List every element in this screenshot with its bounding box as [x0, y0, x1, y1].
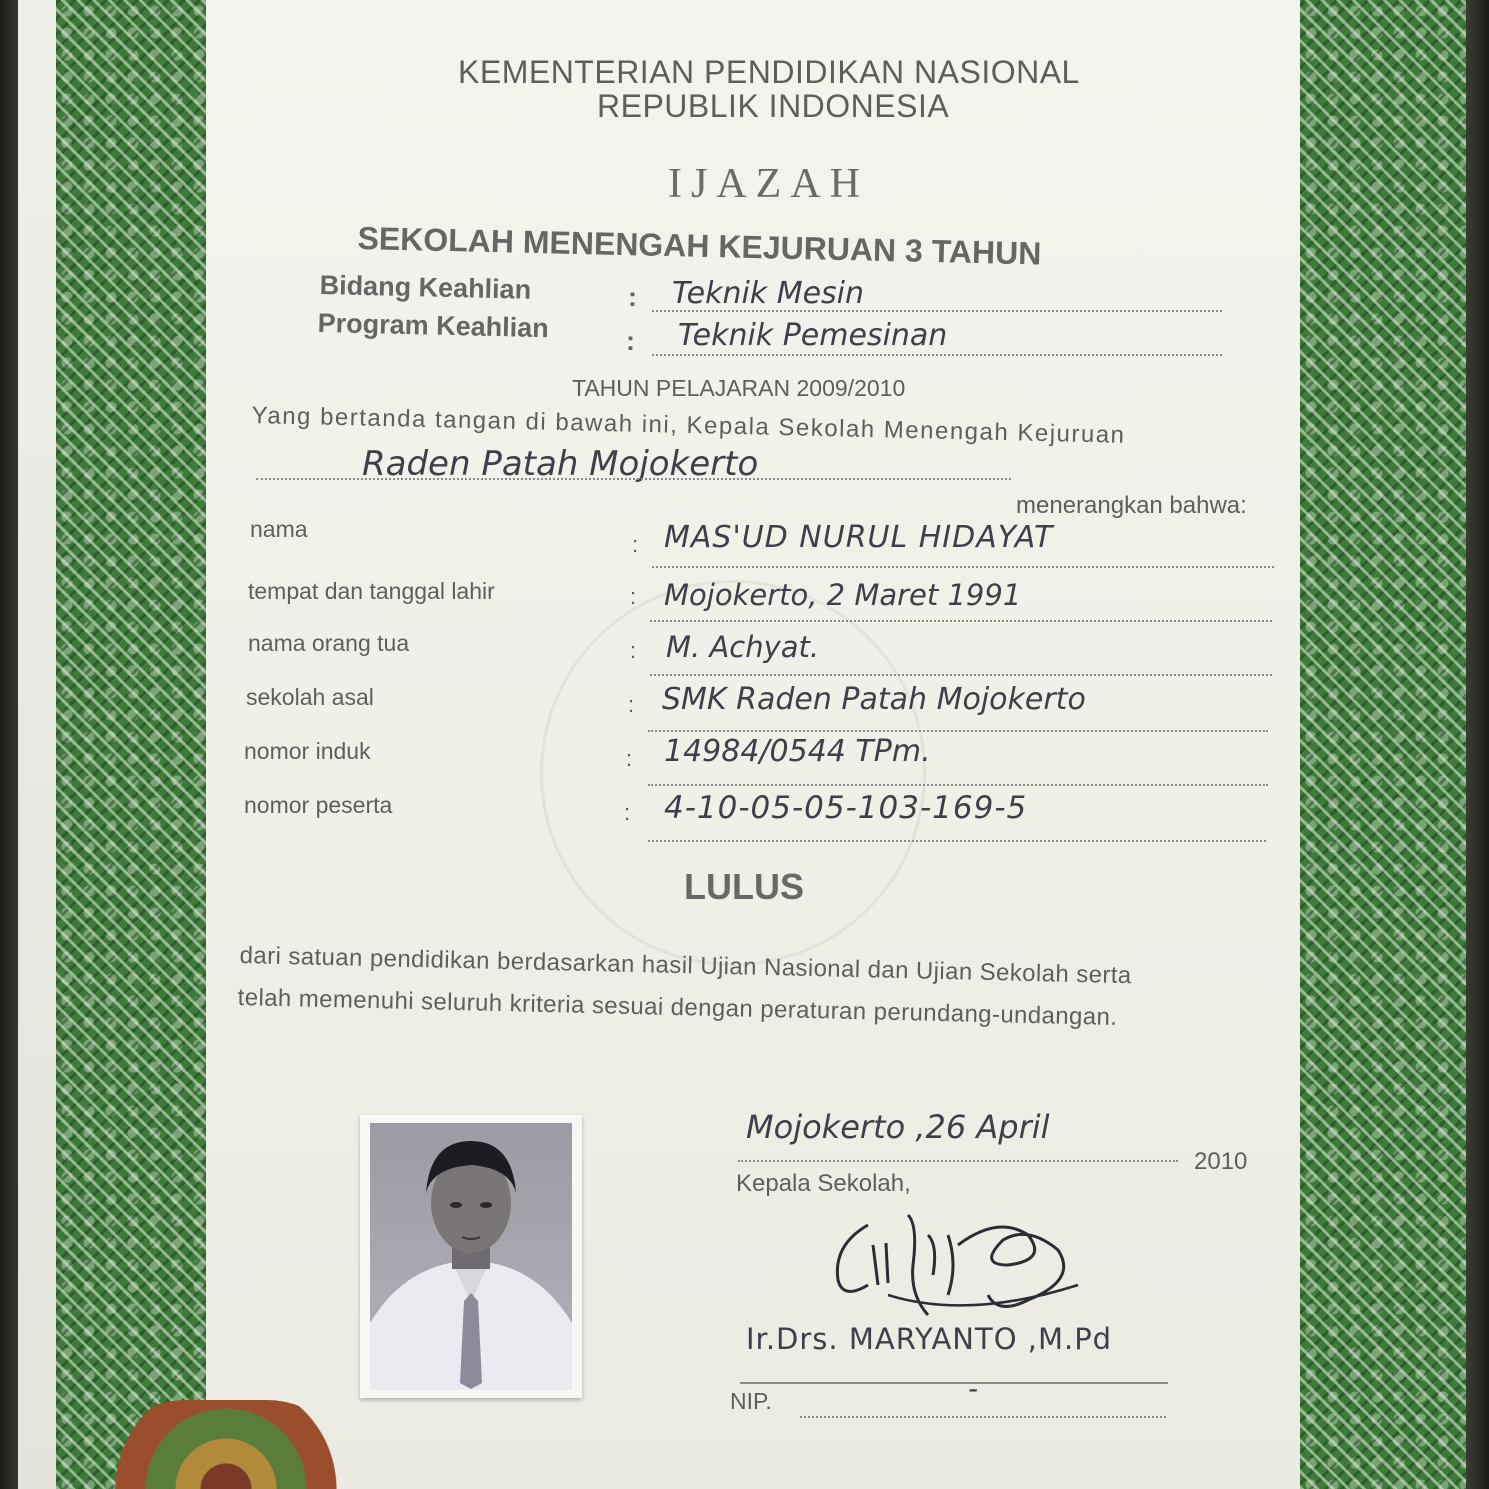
student-portrait	[370, 1123, 572, 1390]
signing-year: 2010	[1194, 1148, 1248, 1175]
school-type-title: SEKOLAH MENENGAH KEJURUAN 3 TAHUN	[357, 220, 1042, 272]
intro-line-end: menerangkan bahwa:	[1016, 492, 1247, 519]
asal-value: SMK Raden Patah Mojokerto	[662, 682, 1086, 717]
nip-label: NIP.	[730, 1388, 772, 1414]
nip-value: -	[968, 1372, 979, 1405]
ttl-colon: :	[630, 584, 637, 609]
peserta-underline	[648, 840, 1266, 842]
school-name-underline	[256, 478, 1011, 480]
induk-colon: :	[626, 746, 633, 771]
peserta-value: 4-10-05-05-103-169-5	[664, 790, 1028, 826]
document-title: IJAZAH	[668, 161, 869, 207]
nip-underline	[800, 1416, 1166, 1418]
statement-line-1: dari satuan pendidikan berdasarkan hasil Ujian Nasional dan Ujian Sekolah serta	[239, 942, 1132, 990]
ttl-underline	[650, 620, 1272, 622]
result-lulus: LULUS	[684, 866, 804, 907]
bidang-value: Teknik Mesin	[672, 276, 865, 311]
asal-label: sekolah asal	[246, 684, 374, 710]
place-date-value: Mojokerto ,26 April	[746, 1108, 1050, 1146]
background-right	[1466, 0, 1489, 1489]
induk-underline	[648, 784, 1268, 786]
asal-colon: :	[628, 692, 635, 717]
induk-label: nomor induk	[244, 738, 371, 764]
student-photo	[360, 1115, 582, 1398]
asal-underline	[648, 730, 1268, 732]
ministry-title: KEMENTERIAN PENDIDIKAN NASIONAL	[458, 54, 1080, 90]
ortu-label: nama orang tua	[248, 630, 410, 656]
program-label: Program Keahlian	[317, 308, 550, 344]
program-colon: :	[626, 326, 635, 356]
nama-value: MAS'UD NURUL HIDAYAT	[664, 520, 1054, 555]
induk-value: 14984/0544 TPm.	[664, 734, 931, 769]
signer-role: Kepala Sekolah,	[736, 1170, 911, 1197]
peserta-colon: :	[624, 800, 631, 825]
signer-name-underline	[740, 1382, 1168, 1384]
peserta-label: nomor peserta	[244, 792, 393, 818]
bidang-colon: :	[628, 282, 637, 312]
country-title: REPUBLIK INDONESIA	[597, 88, 950, 124]
school-year: TAHUN PELAJARAN 2009/2010	[572, 375, 906, 401]
ortu-value: M. Achyat.	[666, 630, 820, 664]
statement-line-2: telah memenuhi seluruh kriteria sesuai dengan peraturan perundang-undangan.	[237, 984, 1118, 1031]
ornamental-border-right	[1300, 0, 1468, 1489]
ortu-underline	[650, 674, 1272, 676]
program-value: Teknik Pemesinan	[678, 318, 948, 353]
bidang-underline	[652, 310, 1222, 312]
nama-underline	[652, 566, 1274, 568]
signer-name-value: Ir.Drs. MARYANTO ,M.Pd	[746, 1322, 1113, 1356]
nama-colon: :	[632, 532, 639, 557]
ortu-colon: :	[630, 638, 637, 663]
ttl-label: tempat dan tanggal lahir	[248, 578, 495, 604]
intro-line: Yang bertanda tangan di bawah ini, Kepala Sekolah Menengah Kejuruan	[251, 402, 1126, 449]
headmaster-signature	[828, 1205, 1098, 1330]
ttl-value: Mojokerto, 2 Maret 1991	[664, 578, 1022, 612]
nama-label: nama	[250, 516, 308, 542]
place-date-underline	[738, 1160, 1178, 1162]
program-underline	[652, 354, 1222, 356]
school-name-value: Raden Patah Mojokerto	[362, 444, 759, 484]
ornamental-border-left	[56, 0, 206, 1489]
bidang-label: Bidang Keahlian	[319, 270, 532, 305]
